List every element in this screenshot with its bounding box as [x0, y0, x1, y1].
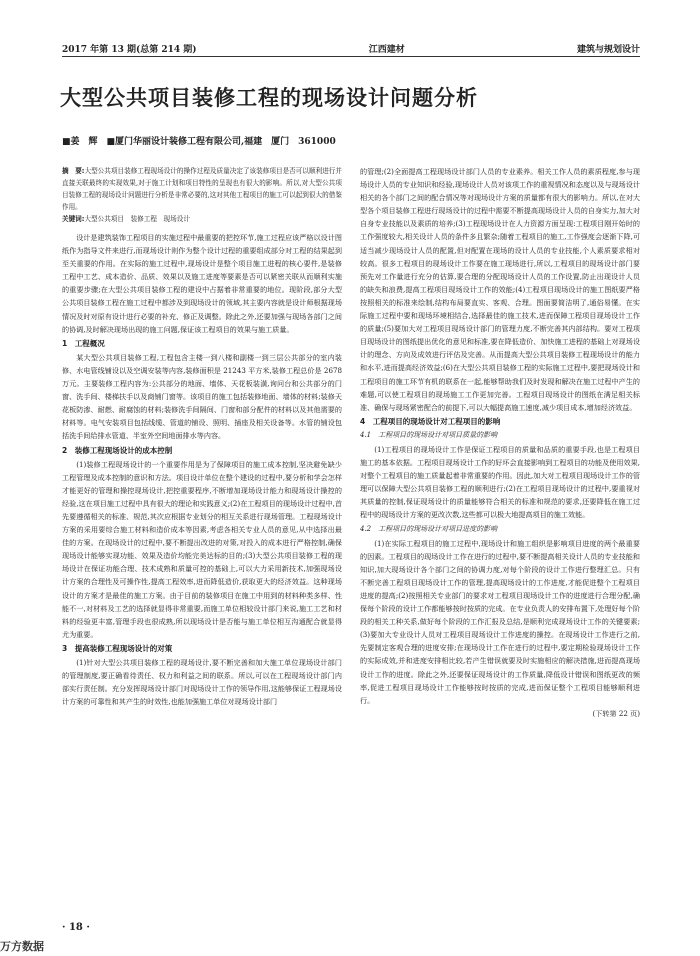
abstract: [62, 165, 342, 213]
running-header: [62, 42, 640, 56]
section-name: 建筑与规划设计: [576, 45, 640, 55]
body-paragraph: 的管理;(2)全面提高工程现场设计部门人员的专业素养。相关工作人员的素质程度,参与现场设计人员的专业知识和经验,现场设计人员对该项工作的重视情况和态度以及与现场设计相关的各个部门之间的配合情况等对现场设计方案的质量都有很大的影响力。所以,在对大型各个项目装修工程进行现场设计的过程中需要不断提高现场设计人员的自身实力,加大对自身专业技能以及素质的培养;(3)工程现场设计在人力资源方面呈现:工程项目刚开始时的工作强度较大,相关设计人员的条件多且繁杂;随着工程项目的施工,工作强度会逐渐下降,可适当减少现场设计人员的配置,但对配置在现场的设计人员的专业技能,个人素质要求相对较高。很多工程项目的现场设计工作要在施工现场进行,所以,工程项目的现场设计部门要预先对工作量进行充分的估算,要合理的分配现场设计人员的工作设置,防止出现设计人员的缺失和浪费,提高工程项目现场设计工作的效能;(4)工程项目现场设计的施工图纸要严格按照相关的标准来绘制,结构布局要直实、客观、合理。图面要简洁明了,通俗易懂。在实际施工过程中要和现场环境相结合,选择最佳的施工技术,进而保障工程项目现场设计工作的质量;(5)要加大对工程项目现场设计部门的管理力度,不断完善其内部结构。要对工程项目现场设计的图纸提出优化的意见和标准,要在降低造价、加快施工进程的基础上对现场设计的理念、方向及成效进行评估及完善。从而提高大型公共项目装修工程现场设计的能力和水平,进而提高经济效益;(6)在大型公共项目装修工程的实际施工过程中,要把现场设计和工程项目的施工环节有机的联系在一起,能够帮助我们及时发现和解决在施工过程中产生的难题,可以使工程项目的现场施工工作更加完善。工程项目现场设计的图纸在满足相关标准、确保与现场紧密配合的前提下,可以大幅提高施工速度,减少项目成本,增加经济效益。: [360, 167, 640, 412]
section-heading: 4 工程项目的现场设计对工程项目的影响: [360, 416, 501, 426]
subsection-heading: 4.1 工程项目的现场设计对项目质量的影响: [360, 430, 498, 439]
body-paragraph: 某大型公共项目装修工程,工程包含主楼一到八楼和副楼一到三层公共部分的室内装修、水电管线铺设以及空调安装等内容,装修面积是 21243 平方米,装修工程总价是 2678 万元。主要装修工程内容为:公共部分的地面、墙体、天花板装潢,询问台和公共部分的门窗、洗手间、楼梯扶手以及商铺门窗等。该项目的施工包括装修地面、墙体的材料;装修天花板防渗、耐燃、耐腐蚀的材料;装修洗手间隔间、门窗和部分配件的材料以及其他需要的材料等。电气安装项目包括线缆、管道的铺设、照明、插座及相关设备等。水管的铺设包括洗手间给排水管道、半室外空间地面排水等内容。: [62, 352, 342, 441]
subsection-heading: 4.2 工程项目的现场设计对项目进度的影响: [360, 524, 498, 533]
article-title: 大型公共项目装修工程的现场设计问题分析: [60, 86, 478, 110]
abstract-label: 摘 要:: [62, 167, 85, 175]
continued-note: (下转第 22 页): [592, 708, 640, 718]
header-rule: [62, 56, 640, 57]
body-paragraph: (1)在实际工程项目的施工过程中,现场设计和施工组织是影响项目进度的两个最重要的因素。工程项目的现场设计工作在进行的过程中,要不断提高相关设计人员的专业技能和知识,加大现场设计各个部门之间的协调力度,对每个阶段的设计工作进行整理汇总。只有不断完善工程项目现场设计工作的管理,提高现场设计的工作进度,才能促进整个工程项目进度的提高;(2)按照相关专业部门的要求对工程项目现场设计工作的进度进行合理分配,确保每个阶段的设计工作都能够按时按质的完成。在专业负责人的安排布置下,处理好每个阶段的相关工种关系,做好每个阶段的工作汇报及总结,是顺利完成现场设计工作的关键要素;(3)要加大专业设计人员对工程项目现场设计工作进度的操控。在现场设计工作进行之前,先要制定客观合理的进度安排;在现场设计工作在进行的过程中,要定期检验现场设计工作的实际成效,并和进度安排相比较,若产生错误就要及时实施相应的解决措施,进而提高现场设计工作的进度。除此之外,还要保证现场设计的工作质量,降低设计错误和图纸更改的频率,促进工程项目现场设计工作能够按时按质的完成,进而保证整个工程项目能够顺利进行。: [360, 538, 640, 705]
keywords: [62, 213, 342, 225]
right-column: [360, 165, 640, 720]
body-paragraph: (1)工程项目的现场设计工作是保证工程项目的质量和品质的重要手段,也是工程项目施工的基本依据。工程项目现场设计工作的好坏会直接影响到工程项目的功能及使用效果,对整个工程项目的施工质量起着非常重要的作用。因此,加大对工程项目现场设计工作的管理可以保障大型公共项目装修工程的顺利进行;(2)在工程项目现场设计的过程中,要重视对其质量的控制,保证现场设计的质量能够符合相关的标准和规范的要求,还要降低在施工过程中的现场设计方案的更改次数,这些都可以极大地提高项目的施工效能。: [360, 444, 640, 520]
body-paragraph: (1)针对大型公共项目装修工程的现场设计,要不断完善和加大施工单位现场设计部门的管理制度,要正确看待责任、权力和利益之间的联系。所以,可以在工程现场设计部门内部实行责任制。充分发挥现场设计部门对现场设计工作的领导作用,这能够保证工程现场设计方案的可靠性和其产生的时效性,也能加强施工单位对现场设计部门: [62, 658, 342, 707]
section-heading: 2 装修工程现场设计的成本控制: [62, 445, 173, 455]
body-paragraph: (1)装修工程现场设计的一个重要作用是为了保障项目的施工成本控制,坚决避免缺少工程管理及成本控制的意识和方法。项目设计单位在整个建设的过程中,要分析和学会怎样才能更好的管理和操控现场设计,把控重要程序,不断增加现场设计能力和现场设计操控的经验,这在项目施工过程中具有很大的理论和实践意义;(2)在工程项目的现场设计过程中,首先要遵循相关的标准、规范,其次应根据专业划分的相互关系进行现场管理。工程现场设计方案的采用要综合施工材料和造价成本等因素,考虑各相关专业人员的意见,从中选择出最佳的方案。在现场设计的过程中,要不断提出改进的对策,对投入的成本进行严格控制,确保现场设计能够实现功能、效果及造价均能完美达标的目的;(3)大型公共项目装修工程的现场设计在保证功能合理、技术成熟和质量可控的基础上,可以大力采用新技术,加强现场设计方案的合理性及可操作性,提高工程效率,进而降低造价,获取更大的经济效益。这种现场设计的方案才是最佳的施工方案。由于目前的装修项目在施工中用到的材料种类多样、性能不一,对材料及工艺的选择就显得非常重要,而施工单位相较设计部门来说,施工工艺和材料的经验更丰富,管理手段也很成熟,所以现场设计是否能与施工单位相互沟通配合就显得尤为重要。: [62, 459, 342, 639]
wanfang-watermark: 万方数据: [0, 940, 44, 953]
issue-info: 2017 年第 13 期(总第 214 期): [62, 45, 197, 55]
page-number: · 18 ·: [62, 922, 90, 933]
left-column: [62, 165, 342, 708]
author-line: ■姜 辉 ■厦门华丽设计装修工程有限公司,福建 厦门 361000: [62, 137, 336, 147]
section-heading: 3 提高装修工程现场设计的对策: [62, 643, 173, 653]
keywords-text: 大型公共项目 装修工程 现场设计: [84, 215, 190, 223]
journal-name: 江西建材: [368, 45, 405, 55]
abstract-text: 大型公共项目装修工程现场设计的操作过程及质量决定了该装修项目是否可以顺利进行并直接关联最终的实现效果,对于施工计划和项目特性的呈现也有很大的影响。所以,对大型公共项目装修工程的现场设计问题进行分析是非常必要的,这对其他工程项目的施工可以起到很大的借鉴作用。: [62, 167, 342, 211]
body-paragraph: 设计是建筑装饰工程项目的实施过程中最重要的把控环节,施工过程应该严格以设计图纸作为指导文件来进行,而现场设计则作为整个设计过程的重要组成部分对工程的结果起到至关重要的作用。在实际的施工过程中,现场设计是整个项目施工进程的核心要件,是装修工程中工艺、成本造价、品质、效果以及施工进度等要素是否可以紧密关联从而顺利实施的重要步骤;在大型公共项目装修工程的建设中占据着非常重要的地位。现阶段,部分大型公共项目装修工程在施工过程中都涉及到现场设计的领域,其主要内容就是设计师根据现场情况及时对原有设计进行必要的补充、修正及调整。除此之外,还要加强与现场各部门之间的协调,及时解决现场出现的施工问题,保证该工程项目的效果与施工质量。: [62, 233, 342, 334]
keywords-label: 关键词:: [62, 215, 85, 223]
section-heading: 1 工程概况: [62, 338, 105, 348]
